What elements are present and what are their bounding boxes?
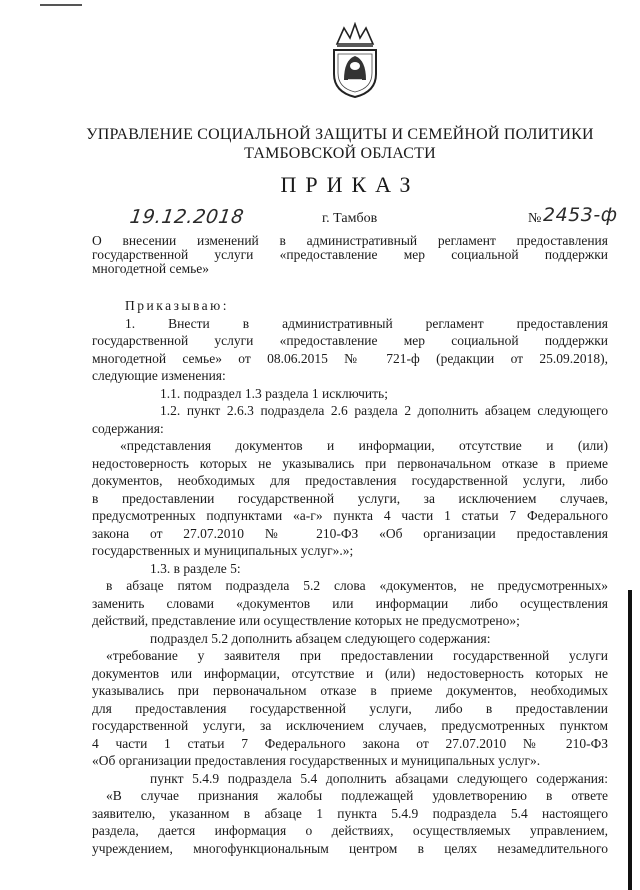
title-line: О внесении изменений в административный регламент предоставления: [92, 233, 608, 248]
body-line: государственной услуги «предоставление мер социальной поддержки: [92, 333, 608, 348]
handwritten-document-number: 2453-ф: [543, 204, 618, 226]
body-line: 4 части 1 статьи 7 Федерального закона от 27.07.2010 № 210-ФЗ: [92, 735, 608, 751]
body-line: пункт 5.4.9 подраздела 5.4 дополнить абзацами следующего содержания:: [150, 770, 608, 786]
document-title: [92, 234, 608, 276]
body-line: в абзаце пятом подраздела 5.2 слова «документов, не предусмотренных»: [106, 578, 608, 593]
body-line: недостоверность которых не указывались при первоначальном отказе в приеме: [92, 455, 608, 471]
body-line: указывались при первоначальном отказе в приеме документов, необходимых: [92, 683, 608, 698]
body-line: в предоставлении государственной услуги, за исключением случаев,: [92, 490, 608, 506]
body-line: документов, необходимых для предоставления государственной услуги, либо: [92, 473, 608, 488]
scan-edge-mark: [40, 4, 82, 6]
organization-name-line2: ТАМБОВСКОЙ ОБЛАСТИ: [244, 145, 436, 162]
body-line: раздела, дается информация о действиях, осуществляемых управлением,: [92, 823, 608, 838]
document-body: [92, 297, 608, 857]
body-line: закона от 27.07.2010 № 210-ФЗ «Об организации предоставления: [92, 525, 608, 541]
document-city: г. Тамбов: [322, 211, 378, 226]
document-type: ПРИКАЗ: [280, 172, 420, 197]
body-line: следующие изменения:: [92, 368, 226, 383]
body-line: подраздел 5.2 дополнить абзацем следующего содержания:: [150, 630, 491, 646]
document-number-label: №: [528, 211, 542, 226]
body-line: учреждением, многофункциональным центром в целях незамедлительного: [92, 840, 608, 856]
body-line: «требование у заявителя при предоставлении государственной услуги: [106, 648, 608, 663]
body-line: 1. Внести в административный регламент предоставления: [125, 315, 608, 331]
body-line: 1.1. подраздел 1.3 раздела 1 исключить;: [160, 385, 388, 401]
body-line: «В случае признания жалобы подлежащей удовлетворению в ответе: [106, 788, 608, 803]
body-line: государственных и муниципальных услуг».»;: [92, 543, 354, 558]
body-line: заменить словами «документов или информации либо осуществления: [92, 595, 608, 611]
body-line: «Об организации предоставления государственных и муниципальных услуг».: [92, 753, 541, 768]
title-line: многодетной семье»: [92, 261, 210, 276]
body-line: 1.3. в разделе 5:: [150, 560, 241, 576]
body-line: государственной услуги, за исключением случаев, предусмотренных пунктом: [92, 718, 608, 733]
body-line: «представления документов и информации, отсутствие и (или): [120, 438, 608, 453]
body-line: документов или информации, отсутствие и (или) недостоверность которых не: [92, 665, 608, 681]
body-line: многодетной семье» от 08.06.2015 № 721-ф (редакции от 25.09.2018),: [92, 350, 608, 366]
body-line: для предоставления государственной услуги, либо в предоставлении: [92, 700, 608, 716]
handwritten-date: 19.12.2018: [128, 206, 246, 228]
scan-side-edge: [628, 590, 632, 890]
coat-of-arms-emblem: [328, 22, 382, 98]
body-line: заявителю, указанном в абзаце 1 пункта 5.4.9 подраздела 5.4 настоящего: [92, 805, 608, 821]
body-line: 1.2. пункт 2.6.3 подраздела 2.6 раздела 2 дополнить абзацем следующего: [160, 403, 608, 418]
body-line: действий, представление или осуществление которых не предусмотрено»;: [92, 613, 520, 628]
organization-name-line1: УПРАВЛЕНИЕ СОЦИАЛЬНОЙ ЗАЩИТЫ И СЕМЕЙНОЙ ПОЛИТИКИ: [86, 126, 594, 143]
body-line: предусмотренных подпунктами «а-г» пункта 4 части 1 статьи 7 Федерального: [92, 508, 608, 523]
order-heading: Приказываю:: [125, 298, 229, 313]
title-line: государственной услуги «предоставление мер социальной поддержки: [92, 247, 608, 262]
organization-header: [60, 125, 620, 163]
body-line: содержания:: [92, 420, 164, 436]
